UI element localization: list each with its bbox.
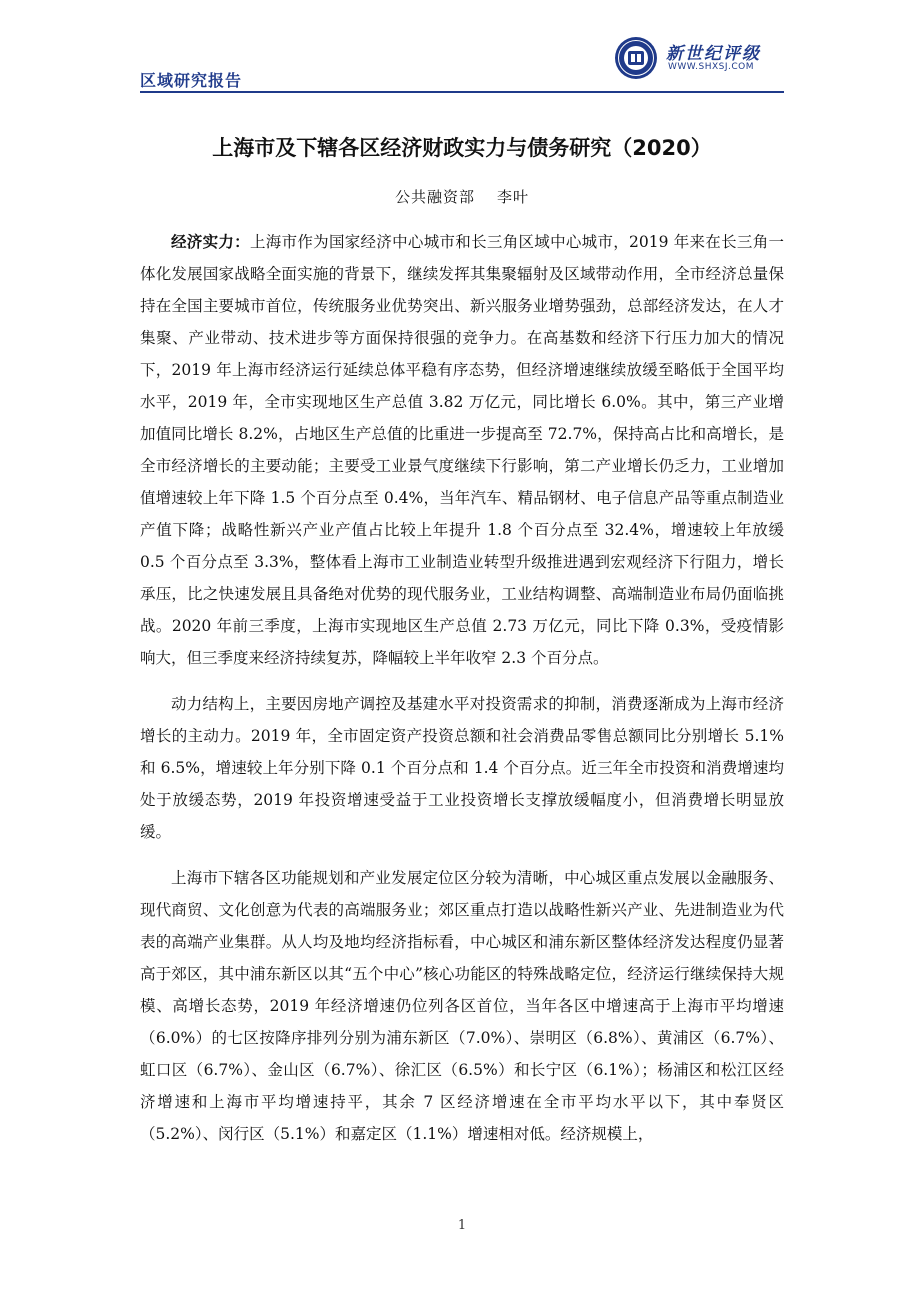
section-label: 区域研究报告 xyxy=(140,71,243,90)
paragraph-text: 动力结构上，主要因房地产调控及基建水平对投资需求的抑制，消费逐渐成为上海市经济增长的主动力。2019 年，全市固定资产投资总额和社会消费品零售总额同比分别增长 5.1%和 6.5%，增速较上年分别下降 0.1 个百分点和 1.4 个百分点。近三年全市投资和消费增速均处于放缓态势，2019 年投资增速受益于工业投资增长支撑放缓幅度小，但消费增长明显放缓。 xyxy=(140,695,784,841)
brand-url: WWW.SHXSJ.COM xyxy=(668,62,755,72)
brand-logo xyxy=(614,36,784,80)
header-divider xyxy=(140,91,784,93)
brand-name: 新世纪评级 xyxy=(666,44,761,64)
document-body xyxy=(140,226,784,1164)
paragraph-text: 上海市下辖各区功能规划和产业发展定位区分较为清晰，中心城区重点发展以金融服务、现代商贸、文化创意为代表的高端服务业；郊区重点打造以战略性新兴产业、先进制造业为代表的高端产业集群。从人均及地均经济指标看，中心城区和浦东新区整体经济发达程度仍显著高于郊区，其中浦东新区以其“五个中心”核心功能区的特殊战略定位，经济运行继续保持大规模、高增长态势，2019 年经济增速仍位列各区首位，当年各区中增速高于上海市平均增速（6.0%）的七区按降序排列分别为浦东新区（7.0%）、崇明区（6.8%）、黄浦区（6.7%）、虹口区（6.7%）、金山区（6.7%）、徐汇区（6.5%）和长宁区（6.1%）；杨浦区和松江区经济增速和上海市平均增速持平，其余 7 区经济增速在全市平均水平以下，其中奉贤区（5.2%）、闵行区（5.1%）和嘉定区（1.1%）增速相对低。经济规模上， xyxy=(140,869,784,1143)
brand-seal-icon xyxy=(614,36,658,80)
paragraph-lead: 经济实力： xyxy=(171,233,250,251)
author-line xyxy=(140,186,784,207)
document-title: 上海市及下辖各区经济财政实力与债务研究（2020） xyxy=(212,136,712,160)
paragraph-district-positioning xyxy=(140,862,784,1150)
page-header xyxy=(140,0,784,92)
author-department: 公共融资部 xyxy=(394,188,475,206)
paragraph-text: 上海市作为国家经济中心城市和长三角区域中心城市，2019 年来在长三角一体化发展国家战略全面实施的背景下，继续发挥其集聚辐射及区域带动作用，全市经济总量保持在全国主要城市首位，传统服务业优势突出、新兴服务业增势强劲，总部经济发达，在人才集聚、产业带动、技术进步等方面保持很强的竞争力。在高基数和经济下行压力加大的情况下，2019 年上海市经济运行延续总体平稳有序态势，但经济增速继续放缓至略低于全国平均水平，2019 年，全市实现地区生产总值 3.82 万亿元，同比增长 6.0%。其中，第三产业增加值同比增长 8.2%，占地区生产总值的比重进一步提高至 72.7%，保持高占比和高增长，是全市经济增长的主要动能；主要受工业景气度继续下行影响，第二产业增长仍乏力，工业增加值增速较上年下降 1.5 个百分点至 0.4%，当年汽车、精品钢材、电子信息产品等重点制造业产值下降；战略性新兴产业产值占比较上年提升 1.8 个百分点至 32.4%，增速较上年放缓 0.5 个百分点至 3.3%，整体看上海市工业制造业转型升级推进遇到宏观经济下行阻力，增长承压，比之快速发展且具备绝对优势的现代服务业，工业结构调整、高端制造业布局仍面临挑战。2020 年前三季度，上海市实现地区生产总值 2.73 万亿元，同比下降 0.3%，受疫情影响大，但三季度来经济持续复苏，降幅较上半年收窄 2.3 个百分点。 xyxy=(140,233,784,667)
page-number: 1 xyxy=(457,1218,467,1233)
paragraph-growth-drivers xyxy=(140,688,784,848)
paragraph-economic-strength xyxy=(140,226,784,674)
author-name: 李叶 xyxy=(497,188,530,206)
